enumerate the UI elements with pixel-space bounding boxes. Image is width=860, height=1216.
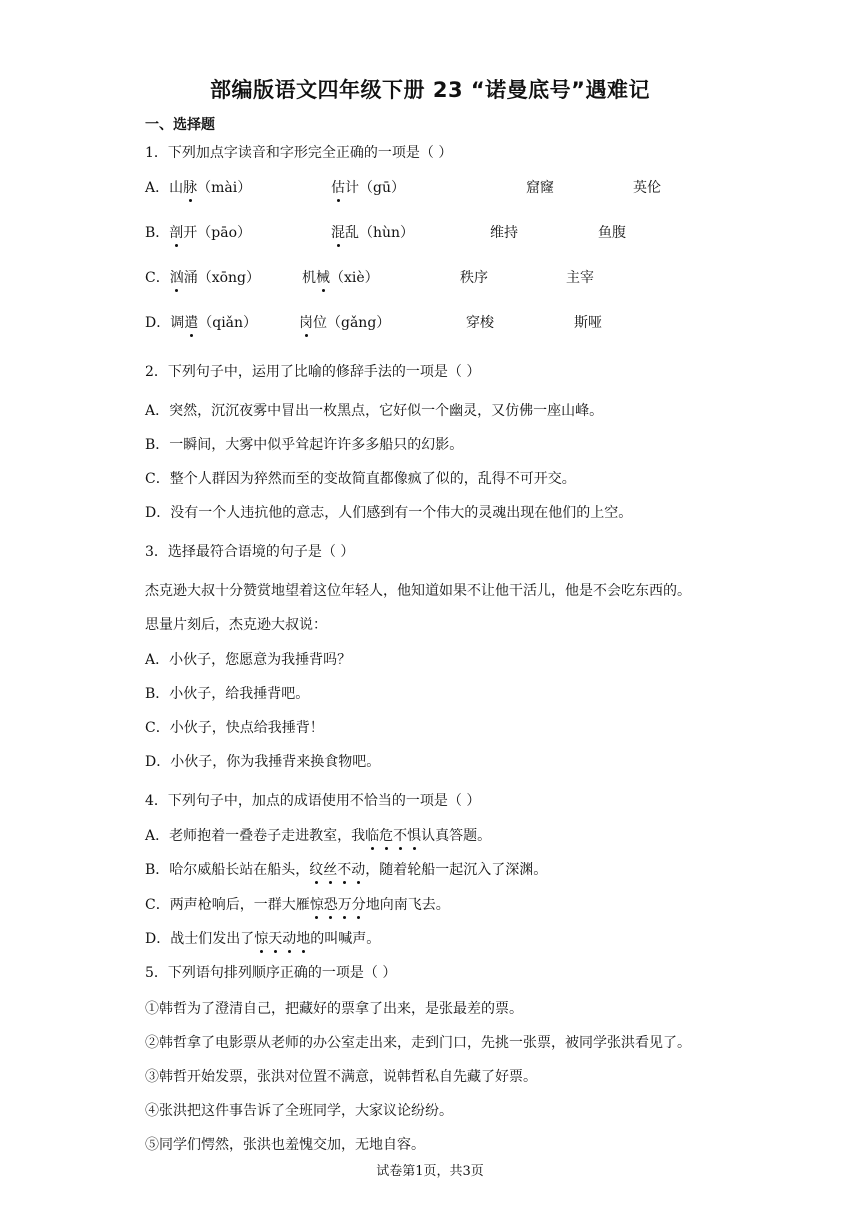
dotted-idiom: 临危不惧: [365, 828, 421, 844]
q5-sentence-4: ④张洪把这件事告诉了全班同学，大家议论纷纷。: [145, 1103, 453, 1119]
q4-option-c: C．两声枪响后，一群大雁惊恐万分地向南飞去。: [145, 894, 450, 914]
question-4-stem: 4．下列句子中，加点的成语使用不恰当的一项是（ ）: [145, 793, 481, 809]
q3-option-d: D．小伙子，你为我捶背来换食物吧。: [145, 754, 381, 770]
q1-option-b-word2: 混乱（hùn）: [331, 222, 414, 242]
q5-sentence-2: ②韩哲拿了电影票从老师的办公室走出来，走到门口，先挑一张票，被同学张洪看见了。: [145, 1035, 691, 1051]
q1-option-d-word1: D．调遣（qiǎn）: [145, 312, 257, 332]
q3-option-a: A．小伙子，您愿意为我捶背吗？: [145, 652, 352, 668]
q1-option-a-word1: A．山脉（mài）: [145, 177, 251, 197]
q1-option-c-word4: 主宰: [566, 270, 594, 286]
q2-option-d: D．没有一个人违抗他的意志，人们感到有一个伟大的灵魂出现在他们的上空。: [145, 505, 633, 521]
q1-option-a-word3: 窟窿: [526, 180, 554, 196]
section-heading: 一、选择题: [145, 117, 215, 133]
q1-option-d-word3: 穿梭: [466, 315, 494, 331]
page-title: 部编版语文四年级下册 23 “诺曼底号”遇难记: [210, 78, 650, 102]
q3-option-b: B．小伙子，给我捶背吧。: [145, 686, 310, 702]
q1-option-d-word4: 斯哑: [574, 315, 602, 331]
q3-context-2: 思量片刻后，杰克逊大叔说：: [145, 617, 327, 633]
q5-sentence-1: ①韩哲为了澄清自己，把藏好的票拿了出来，是张最差的票。: [145, 1001, 523, 1017]
dotted-idiom: 惊天动地: [254, 931, 310, 947]
q5-sentence-5: ⑤同学们愕然，张洪也羞愧交加，无地自容。: [145, 1137, 425, 1153]
q4-option-a: A．老师抱着一叠卷子走进教室，我临危不惧认真答题。: [145, 825, 491, 845]
q1-option-d-word2: 岗位（gǎng）: [299, 312, 390, 332]
q1-option-a-word2: 估计（gū）: [331, 177, 405, 197]
question-5-stem: 5．下列语句排列顺序正确的一项是（ ）: [145, 965, 397, 981]
question-2-stem: 2．下列句子中，运用了比喻的修辞手法的一项是（ ）: [145, 364, 481, 380]
q2-option-c: C．整个人群因为猝然而至的变故简直都像疯了似的，乱得不可开交。: [145, 471, 576, 487]
q3-context-1: 杰克逊大叔十分赞赏地望着这位年轻人，他知道如果不让他干活儿，他是不会吃东西的。: [145, 583, 691, 599]
q2-option-a: A．突然，沉沉夜雾中冒出一枚黑点，它好似一个幽灵，又仿佛一座山峰。: [145, 403, 604, 419]
q4-option-b: B．哈尔威船长站在船头，纹丝不动，随着轮船一起沉入了深渊。: [145, 859, 547, 879]
dotted-idiom: 惊恐万分: [310, 897, 366, 913]
q3-option-c: C．小伙子，快点给我捶背！: [145, 720, 324, 736]
q4-option-d: D．战士们发出了惊天动地的叫喊声。: [145, 928, 380, 948]
q1-option-b-word1: B．剖开（pāo）: [145, 222, 251, 242]
q1-option-a-word4: 英伦: [633, 180, 661, 196]
q2-option-b: B．一瞬间，大雾中似乎耸起许许多多船只的幻影。: [145, 437, 464, 453]
q1-option-b-word4: 鱼腹: [598, 225, 626, 241]
q1-option-b-word3: 维持: [490, 225, 518, 241]
page-footer: 试卷第1页，共3页: [376, 1164, 484, 1179]
q1-option-c-word1: C．汹涌（xōng）: [145, 267, 260, 287]
q1-option-c-word3: 秩序: [460, 270, 488, 286]
question-1-stem: 1．下列加点字读音和字形完全正确的一项是（ ）: [145, 145, 453, 161]
q5-sentence-3: ③韩哲开始发票，张洪对位置不满意，说韩哲私自先藏了好票。: [145, 1069, 537, 1085]
dotted-idiom: 纹丝不动: [309, 862, 365, 878]
question-3-stem: 3．选择最符合语境的句子是（ ）: [145, 544, 355, 560]
q1-option-c-word2: 机械（xiè）: [302, 267, 379, 287]
